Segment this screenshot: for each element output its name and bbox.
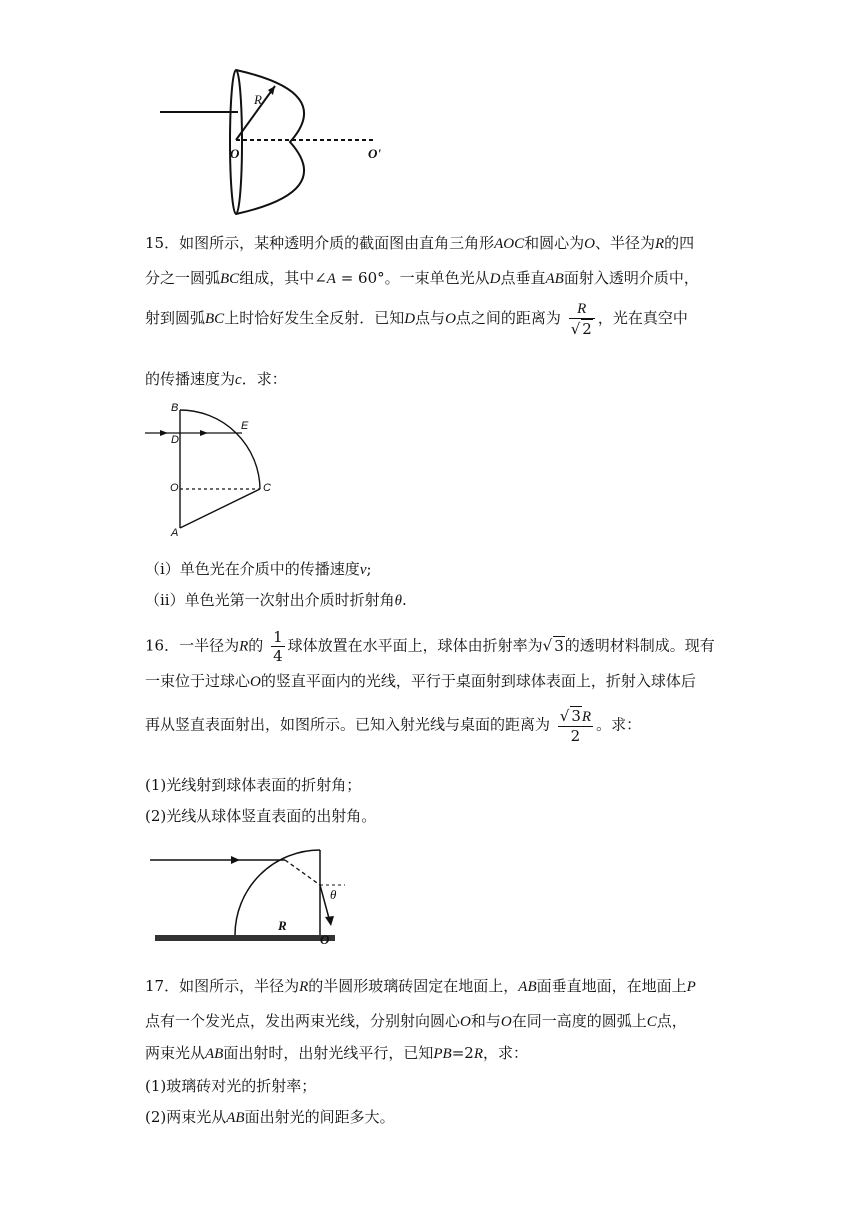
label-B: B — [171, 402, 179, 414]
figure-16 — [145, 840, 365, 950]
q17-sub2: (2)两束光从AB面出射光的间距多大。 — [145, 1108, 395, 1126]
q16-line3: 再从竖直表面射出，如图所示。已知入射光线与桌面的距离为 $\frac{√ 3R}{2}$ 。求： — [145, 707, 642, 745]
figure-hemisphere — [150, 62, 390, 222]
quarter-circle-triangle-diagram — [140, 400, 290, 540]
label-R: R — [278, 918, 287, 933]
q15-line3: 射到圆弧BC上时恰好发生全反射．已知D点与O点之间的距离为 $\frac{R}{√ 2}$ ，光在真空中 — [145, 301, 688, 338]
q15-sub2: （ii）单色光第一次射出介质时折射角θ. — [145, 591, 407, 609]
label-O: O — [230, 146, 240, 161]
q15-line1: 15．如图所示，某种透明介质的截面图由直角三角形AOC和圆心为O、半径为R的四 — [145, 234, 695, 252]
q15-line2: 分之一圆弧BC组成，其中∠A = 60°。一束单色光从D点垂直AB面射入透明介质中， — [145, 269, 699, 287]
label-O: O — [170, 482, 179, 494]
q17-line2: 点有一个发光点，发出两束光线，分别射向圆心O和与O在同一高度的圆弧上C点， — [145, 1012, 687, 1030]
label-theta: θ — [330, 887, 337, 902]
figure-15 — [140, 400, 290, 540]
label-D: D — [171, 434, 179, 446]
fraction-R-over-sqrt2: $\frac{R}{√ 2}$ — [569, 300, 595, 338]
hemisphere-diagram — [150, 62, 390, 222]
q17-sub1: (1)玻璃砖对光的折射率； — [145, 1077, 317, 1095]
q17-line1: 17．如图所示，半径为R的半圆形玻璃砖固定在地面上，AB面垂直地面，在地面上P — [145, 977, 696, 995]
q16-sub1: (1)光线射到球体表面的折射角； — [145, 776, 362, 794]
q16-line2: 一束位于过球心O的竖直平面内的光线，平行于桌面射到球体表面上，折射入球体后 — [145, 672, 696, 690]
label-O: O — [320, 932, 330, 947]
q15-line4: 的传播速度为c．求： — [145, 370, 287, 388]
q15-sub1: （i）单色光在介质中的传播速度v; — [145, 560, 372, 578]
label-C: C — [263, 482, 271, 494]
fraction-sqrt3R-over-2: $\frac{√ 3R}{2}$ — [559, 707, 592, 745]
q16-sub2: (2)光线从球体竖直表面的出射角。 — [145, 807, 377, 825]
label-O-prime: O' — [368, 146, 381, 161]
fraction-1-over-4: $\frac{1}{4}$ — [273, 628, 283, 665]
q16-line1: 16．一半径为R的 $\frac{1}{4}$ 球体放置在水平面上，球体由折射率为√ 3的透明材料制成。现有 — [145, 628, 715, 665]
label-E: E — [241, 420, 249, 432]
q17-line3: 两束光从AB面出射时，出射光线平行，已知PB=2R，求： — [145, 1044, 528, 1062]
label-A: A — [171, 527, 179, 539]
label-R: R — [254, 92, 262, 107]
